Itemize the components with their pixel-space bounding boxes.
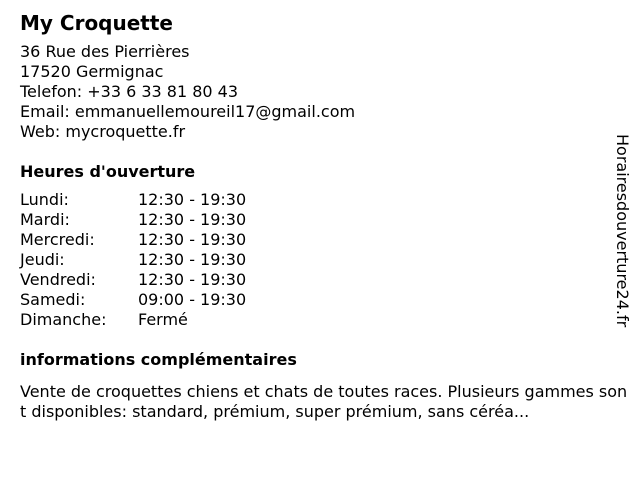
hours-time: 12:30 - 19:30 [138,270,247,289]
business-name: My Croquette [20,11,173,35]
web-text: Web: mycroquette.fr [20,122,186,141]
additional-info-text: Vente de croquettes chiens et chats de toutes races. Plusieurs gammes sont disponibles: standard, prémium, super prémium, sans céréa... [20,382,628,421]
hours-day: Lundi: [20,190,69,209]
hours-row [20,250,630,270]
hours-row [20,270,630,290]
phone-text: Telefon: +33 6 33 81 80 43 [20,82,239,101]
address-street: 36 Rue des Pierrières [20,42,190,61]
opening-hours-heading: Heures d'ouverture [20,162,196,181]
opening-hours-table [20,190,630,330]
hours-time: 12:30 - 19:30 [138,210,247,229]
hours-time: 09:00 - 19:30 [138,290,247,309]
hours-time: 12:30 - 19:30 [138,230,247,249]
hours-day: Jeudi: [20,250,65,269]
hours-row [20,310,630,330]
hours-time: 12:30 - 19:30 [138,250,247,269]
contact-block [20,42,630,142]
email-text: Email: emmanuellemoureil17@gmail.com [20,102,356,121]
hours-day: Mercredi: [20,230,95,249]
hours-day: Vendredi: [20,270,96,289]
business-card [20,10,630,422]
hours-row [20,290,630,310]
additional-info-heading: informations complémentaires [20,350,297,369]
hours-day: Mardi: [20,210,70,229]
hours-row [20,210,630,230]
additional-info-section [20,350,630,422]
hours-day: Dimanche: [20,310,107,329]
hours-row [20,230,630,250]
site-watermark: Horairesdouverture24.fr [613,134,632,328]
hours-time: 12:30 - 19:30 [138,190,247,209]
hours-time: Fermé [138,310,188,329]
hours-row [20,190,630,210]
address-city: 17520 Germignac [20,62,164,81]
hours-day: Samedi: [20,290,86,309]
